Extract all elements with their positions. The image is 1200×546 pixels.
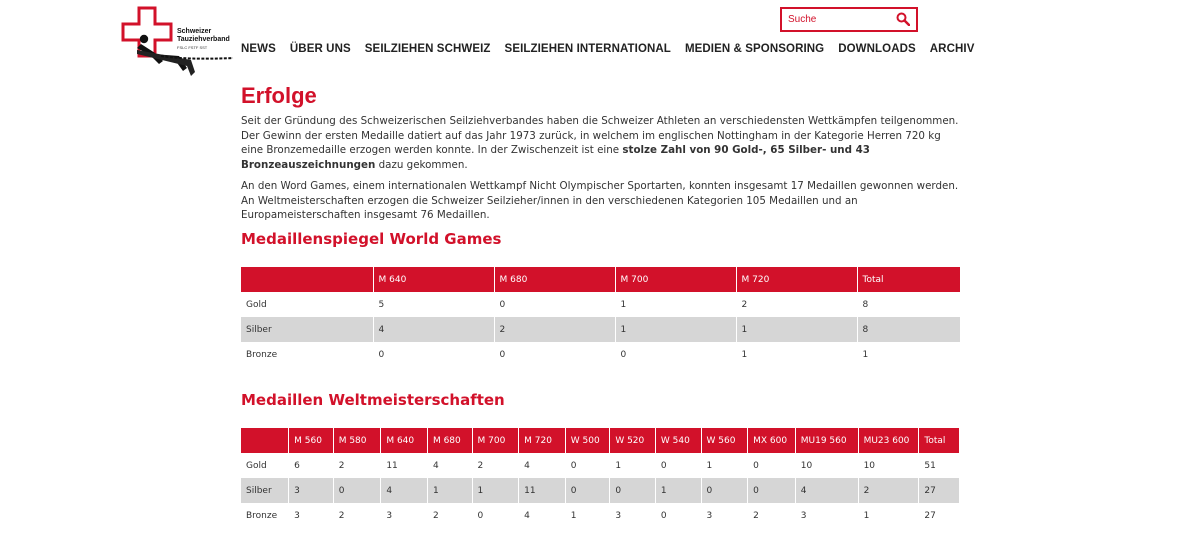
table-cell: 3 xyxy=(289,478,334,503)
table-cell: 1 xyxy=(736,317,857,342)
table-cell: 5 xyxy=(373,292,494,317)
table-cell: 0 xyxy=(610,478,656,503)
header-cell: MU19 560 xyxy=(795,428,858,453)
table-cell: 0 xyxy=(494,342,615,367)
intro-highlight: stolze Zahl von 90 Gold-, 65 Silber- und 43 Bronzeauszeichnungen xyxy=(241,144,870,172)
table-cell: 1 xyxy=(736,342,857,367)
header-cell: MX 600 xyxy=(748,428,796,453)
header-cell: M 700 xyxy=(472,428,519,453)
table-cell: 2 xyxy=(494,317,615,342)
table-cell: 1 xyxy=(565,503,610,528)
table-cell: Silber xyxy=(241,317,373,342)
table-cell: 2 xyxy=(736,292,857,317)
table-cell: 0 xyxy=(565,453,610,478)
table-row xyxy=(241,292,960,317)
page-title: Erfolge xyxy=(241,83,317,108)
table-cell: 1 xyxy=(615,317,736,342)
table-cell: 0 xyxy=(565,478,610,503)
header-cell xyxy=(241,428,289,453)
main-content xyxy=(241,82,961,521)
table-cell: 0 xyxy=(655,503,701,528)
header-cell: Total xyxy=(919,428,960,453)
world-games-table xyxy=(241,267,961,367)
table-cell: Bronze xyxy=(241,503,289,528)
table-cell: 2 xyxy=(333,503,381,528)
table-cell: 1 xyxy=(472,478,519,503)
table-cell: 0 xyxy=(748,453,796,478)
table-cell: 0 xyxy=(748,478,796,503)
table-cell: 2 xyxy=(472,453,519,478)
nav-seilziehen-schweiz[interactable]: SEILZIEHEN SCHWEIZ xyxy=(364,43,491,55)
table-cell: 4 xyxy=(373,317,494,342)
table-cell: 1 xyxy=(858,503,919,528)
table-cell: 3 xyxy=(795,503,858,528)
nav-seilziehen-international[interactable]: SEILZIEHEN INTERNATIONAL xyxy=(504,43,671,55)
header-cell: W 500 xyxy=(565,428,610,453)
table-cell: 1 xyxy=(615,292,736,317)
table-cell: 2 xyxy=(333,453,381,478)
table-cell: 8 xyxy=(857,317,960,342)
table-cell: Silber xyxy=(241,478,289,503)
header-cell: M 560 xyxy=(289,428,334,453)
table-cell: 4 xyxy=(427,453,472,478)
intro-paragraph xyxy=(241,114,961,173)
table-cell: Bronze xyxy=(241,342,373,367)
logo-line3: FSLC FSTF SST xyxy=(177,45,208,50)
table-cell: 10 xyxy=(858,453,919,478)
table-cell: 4 xyxy=(519,453,566,478)
header-cell: M 700 xyxy=(615,267,736,292)
intro-text-1: Seit der Gründung des Schweizerischen Seilziehverbandes haben die Schweizer Athleten an verschiedensten Wettkämpfen teilgenommen. Der Gewinn der ersten Medaille datiert auf das Jahr 1973 zurück, in welchem im englischen Nottingham in der Kategorie Herren 720 kg eine Bronzemedaille erzogen werden konnte. In der Zwischenzeit ist eine xyxy=(241,115,959,157)
table-cell: Gold xyxy=(241,292,373,317)
header-cell: MU23 600 xyxy=(858,428,919,453)
table-cell: 1 xyxy=(655,478,701,503)
table-cell: 0 xyxy=(615,342,736,367)
table-cell: 0 xyxy=(472,503,519,528)
table-cell: 27 xyxy=(919,478,960,503)
table-cell: 1 xyxy=(701,453,748,478)
table-cell: 27 xyxy=(919,503,960,528)
table-cell: 0 xyxy=(333,478,381,503)
table-row xyxy=(241,317,960,342)
table-cell: 4 xyxy=(381,478,428,503)
header-cell: Total xyxy=(857,267,960,292)
table-cell: 2 xyxy=(748,503,796,528)
header-cell: M 640 xyxy=(373,267,494,292)
header-cell: W 560 xyxy=(701,428,748,453)
search-icon[interactable] xyxy=(896,12,910,26)
search-box xyxy=(780,7,918,32)
header-cell: M 680 xyxy=(494,267,615,292)
table-header-row xyxy=(241,267,960,292)
world-games-heading: Medaillenspiegel World Games xyxy=(241,230,502,248)
table-cell: 10 xyxy=(795,453,858,478)
table-cell: 3 xyxy=(701,503,748,528)
table-row xyxy=(241,478,960,503)
table-cell: 4 xyxy=(519,503,566,528)
table-cell: 11 xyxy=(519,478,566,503)
world-games-paragraph: An den Word Games, einem internationalen Wettkampf Nicht Olympischer Sportarten, konnten insgesamt 17 Medaillen gewonnen werden. An Weltmeisterschaften erzogen die Schweizer Seilzieher/innen in den verschiedenen Kategorien 105 Medaillen und an Europameisterschaften insgesamt 76 Medaillen. xyxy=(241,179,959,222)
table-header-row xyxy=(241,428,960,453)
table-cell: 0 xyxy=(494,292,615,317)
header-cell: M 580 xyxy=(333,428,381,453)
table-cell: 2 xyxy=(427,503,472,528)
header-cell: M 680 xyxy=(427,428,472,453)
main-nav xyxy=(241,43,988,55)
table-cell: 1 xyxy=(610,453,656,478)
nav-downloads[interactable]: DOWNLOADS xyxy=(838,43,916,55)
table-cell: 51 xyxy=(919,453,960,478)
rope-icon xyxy=(161,56,233,59)
table-row xyxy=(241,503,960,528)
search-input[interactable] xyxy=(788,11,888,28)
table-cell: 2 xyxy=(858,478,919,503)
logo-line2: Tauziehverband xyxy=(177,36,230,43)
nav-news[interactable]: NEWS xyxy=(241,43,276,55)
table-row xyxy=(241,453,960,478)
table-cell: 1 xyxy=(427,478,472,503)
table-cell: 6 xyxy=(289,453,334,478)
table-cell: 3 xyxy=(610,503,656,528)
table-cell: 3 xyxy=(289,503,334,528)
header-cell: M 640 xyxy=(381,428,428,453)
table-cell: 1 xyxy=(857,342,960,367)
table-cell: 3 xyxy=(381,503,428,528)
table-cell: Gold xyxy=(241,453,289,478)
table-cell: 4 xyxy=(795,478,858,503)
nav-medien-sponsoring[interactable]: MEDIEN & SPONSORING xyxy=(684,43,825,55)
table-cell: 0 xyxy=(655,453,701,478)
intro-text-2: dazu gekommen. xyxy=(375,159,468,172)
athlete-head-icon xyxy=(140,35,148,43)
header-cell: W 540 xyxy=(655,428,701,453)
table-cell: 11 xyxy=(381,453,428,478)
nav-archiv[interactable]: ARCHIV xyxy=(929,43,975,55)
nav-ueber-uns[interactable]: ÜBER UNS xyxy=(289,43,351,55)
world-championships-heading: Medaillen Weltmeisterschaften xyxy=(241,391,505,409)
table-cell: 0 xyxy=(701,478,748,503)
header-cell: M 720 xyxy=(519,428,566,453)
world-championships-table xyxy=(241,428,960,528)
logo[interactable] xyxy=(117,6,237,78)
logo-line1: Schweizer xyxy=(177,28,212,35)
table-cell: 8 xyxy=(857,292,960,317)
header-cell: M 720 xyxy=(736,267,857,292)
header-cell: W 520 xyxy=(610,428,656,453)
header-cell xyxy=(241,267,373,292)
table-row xyxy=(241,342,960,367)
table-cell: 0 xyxy=(373,342,494,367)
